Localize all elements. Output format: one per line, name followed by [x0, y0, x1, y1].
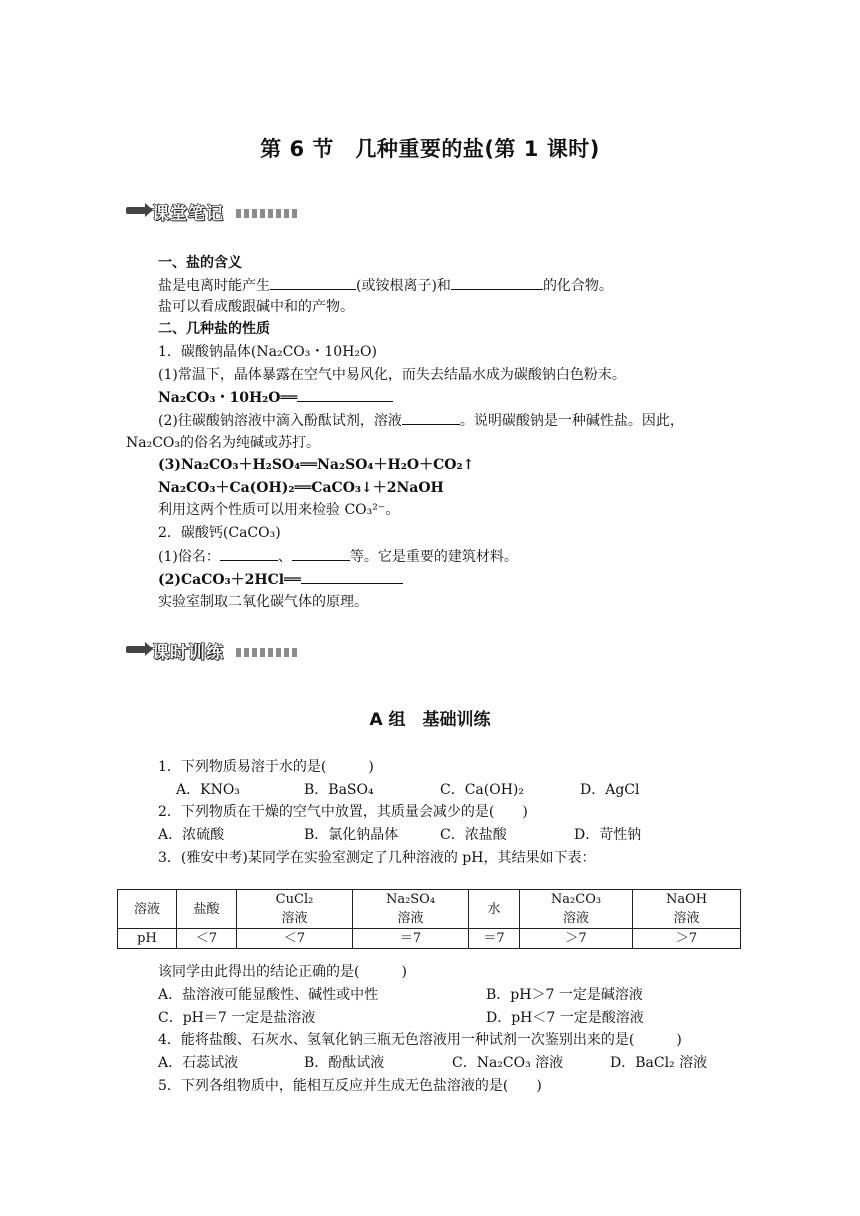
arrow-icon — [126, 207, 146, 214]
text: (或铵根离子)和 — [356, 278, 451, 294]
arrow-icon — [126, 646, 146, 653]
text: 。说明碳酸钠是一种碱性盐。因此， — [459, 413, 684, 429]
fill-blank-line — [158, 411, 684, 430]
option-d[interactable]: D．pH＜7 一定是酸溶液 — [486, 1010, 644, 1026]
table-cell: ＞7 — [520, 929, 633, 949]
table-cell: ＝7 — [353, 929, 469, 949]
table-header-cell: 水 — [469, 890, 520, 929]
option-b[interactable]: B．pH＞7 一定是碱溶液 — [486, 987, 643, 1003]
answer-blank[interactable] — [402, 411, 460, 425]
banner-label: 课堂笔记 — [152, 204, 224, 224]
text: (2)往碳酸钠溶液中滴入酚酞试剂，溶液 — [158, 413, 402, 429]
option-b[interactable]: B．氯化钠晶体 — [304, 827, 399, 843]
text: 的化合物。 — [542, 278, 613, 294]
option-d[interactable]: D．BaCl₂ 溶液 — [610, 1055, 708, 1071]
option-c[interactable]: C．pH＝7 一定是盐溶液 — [158, 1010, 316, 1026]
equation: (2)CaCO₃＋2HCl══ — [158, 572, 301, 588]
equation-line: (3)Na₂CO₃＋H₂SO₄══Na₂SO₄＋H₂O＋CO₂↑ — [158, 457, 475, 473]
text-line: Na₂CO₃的俗名为纯碱或苏打。 — [126, 435, 321, 451]
answer-blank[interactable] — [270, 276, 356, 290]
question-1: 1．下列物质易溶于水的是( ) — [158, 759, 374, 775]
question-4: 4．能将盐酸、石灰水、氢氧化钠三瓶无色溶液用一种试剂一次鉴别出来的是( ) — [158, 1032, 682, 1048]
question-3-stem: 该同学由此得出的结论正确的是( ) — [158, 964, 407, 980]
text-line: 利用这两个性质可以用来检验 CO₃²⁻。 — [158, 502, 400, 518]
text: (1)俗名： — [158, 549, 220, 565]
text: 等。它是重要的建筑材料。 — [349, 549, 518, 565]
option-c[interactable]: C．浓盐酸 — [440, 827, 507, 843]
table-header-cell: NaOH 溶液 — [633, 890, 741, 929]
question-2: 2．下列物质在干燥的空气中放置，其质量会减少的是( ) — [158, 804, 528, 820]
banner-label: 课时训练 — [152, 643, 224, 663]
text-line: (1)常温下，晶体暴露在空气中易风化，而失去结晶水成为碳酸钠白色粉末。 — [158, 367, 626, 383]
table-header-cell: 盐酸 — [177, 890, 237, 929]
text-line: 实验室制取二氧化碳气体的原理。 — [158, 594, 368, 610]
page-title: 第 6 节 几种重要的盐(第 1 课时) — [260, 137, 600, 161]
decorative-dots — [236, 209, 298, 218]
table-row — [118, 890, 741, 929]
table-header-cell: 溶液 — [118, 890, 177, 929]
option-b[interactable]: B．酚酞试液 — [304, 1055, 385, 1071]
table-cell: ＞7 — [633, 929, 741, 949]
decorative-dots — [236, 648, 298, 657]
table-header-cell: Na₂CO₃ 溶液 — [520, 890, 633, 929]
table-cell: ＜7 — [237, 929, 353, 949]
option-c[interactable]: C．Ca(OH)₂ — [440, 782, 524, 798]
option-a[interactable]: A．盐溶液可能显酸性、碱性或中性 — [158, 987, 379, 1003]
table-header-cell: Na₂SO₄ 溶液 — [353, 890, 469, 929]
answer-blank[interactable] — [301, 570, 403, 584]
equation-line — [158, 570, 403, 589]
option-b[interactable]: B．BaSO₄ — [304, 782, 374, 798]
option-a[interactable]: A．浓硫酸 — [158, 827, 225, 843]
table-header-cell: CuCl₂ 溶液 — [237, 890, 353, 929]
question-3: 3．(雅安中考)某同学在实验室测定了几种溶液的 pH，其结果如下表： — [158, 850, 596, 866]
section-heading: 一、盐的含义 — [158, 255, 242, 271]
section-banner-notes — [126, 201, 296, 224]
text: 、 — [277, 549, 292, 565]
subsection-heading: 2．碳酸钙(CaCO₃) — [158, 525, 281, 541]
text: 盐是电离时能产生 — [158, 278, 270, 294]
fill-blank-line — [158, 547, 518, 566]
table-cell: ＝7 — [469, 929, 520, 949]
section-heading: 二、几种盐的性质 — [158, 321, 270, 337]
table-cell: pH — [118, 929, 177, 949]
option-a[interactable]: A．石蕊试液 — [158, 1055, 239, 1071]
option-a[interactable]: A．KNO₃ — [176, 782, 240, 798]
answer-blank[interactable] — [297, 388, 393, 402]
question-5: 5．下列各组物质中，能相互反应并生成无色盐溶液的是( ) — [158, 1078, 542, 1094]
table-row — [118, 929, 741, 949]
ph-table — [117, 889, 741, 949]
section-banner-practice — [126, 640, 296, 663]
subsection-heading: 1．碳酸钠晶体(Na₂CO₃・10H₂O) — [158, 344, 377, 360]
fill-blank-line — [158, 276, 613, 295]
equation-line: Na₂CO₃＋Ca(OH)₂══CaCO₃↓＋2NaOH — [158, 480, 444, 496]
option-d[interactable]: D．苛性钠 — [574, 827, 642, 843]
equation: Na₂CO₃・10H₂O══ — [158, 390, 298, 406]
answer-blank[interactable] — [292, 547, 350, 561]
option-d[interactable]: D．AgCl — [580, 782, 640, 798]
option-c[interactable]: C．Na₂CO₃ 溶液 — [452, 1055, 564, 1071]
table-cell: ＜7 — [177, 929, 237, 949]
answer-blank[interactable] — [451, 276, 543, 290]
text-line: 盐可以看成酸跟碱中和的产物。 — [158, 299, 354, 315]
equation-line — [158, 388, 393, 407]
answer-blank[interactable] — [220, 547, 278, 561]
group-title: A 组 基础训练 — [369, 710, 491, 730]
